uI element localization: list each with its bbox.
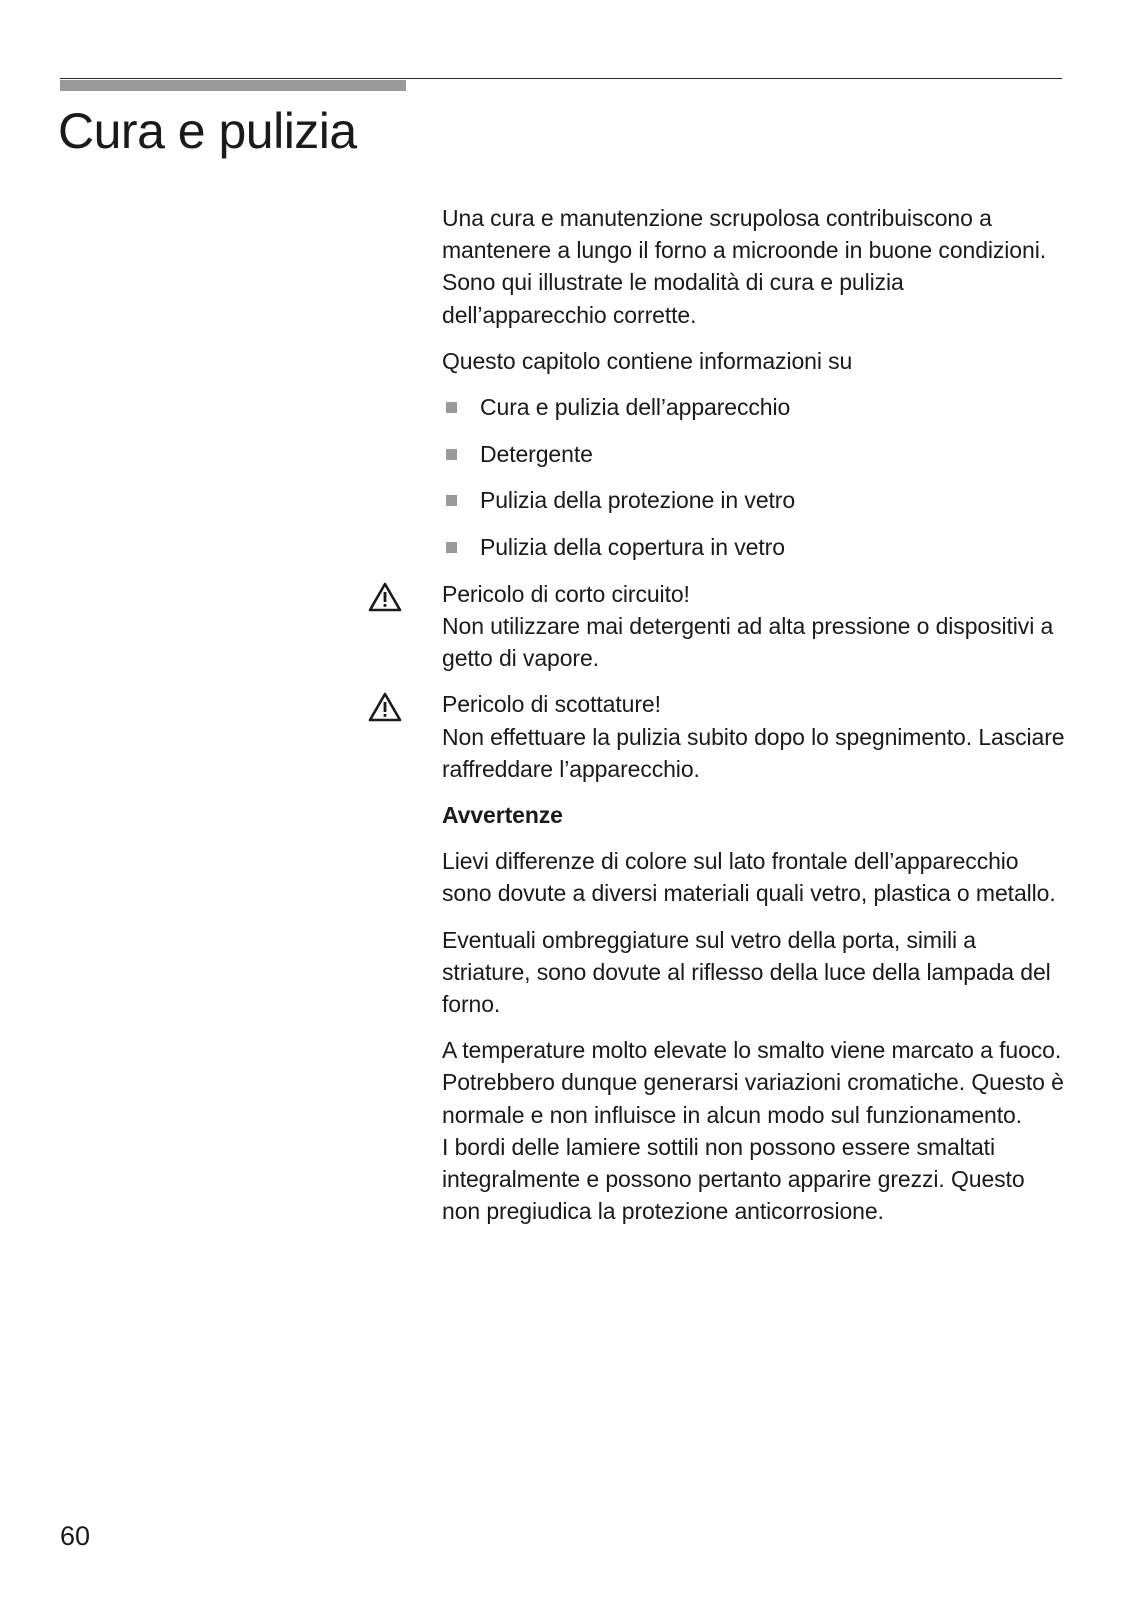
list-item-label: Pulizia della copertura in vetro bbox=[480, 534, 785, 561]
warning-triangle-icon bbox=[368, 692, 402, 722]
square-bullet-icon bbox=[446, 402, 457, 413]
list-item-label: Cura e pulizia dell’apparecchio bbox=[480, 394, 791, 421]
notes-paragraph-part: I bordi delle lamiere sottili non possono essere smaltati integralmente e possono pertanto apparire grezzi. Questo non pregiudica la protezione anticorrosione. bbox=[442, 1133, 1025, 1225]
warning-triangle-icon bbox=[368, 582, 402, 612]
header-rule bbox=[60, 78, 1062, 79]
list-item-label: Pulizia della protezione in vetro bbox=[480, 487, 796, 514]
list-item bbox=[442, 438, 1067, 470]
warning-text: Non utilizzare mai detergenti ad alta pressione o dispositivi a getto di vapore. bbox=[442, 613, 1054, 672]
intro-paragraph: Una cura e manutenzione scrupolosa contribuiscono a mantenere a lungo il forno a microonde in buone condizioni. Sono qui illustrate le modalità di cura e pulizia dell’apparecchio corrette. bbox=[442, 205, 1046, 328]
main-content bbox=[442, 202, 1067, 1227]
notes-paragraph-part: A temperature molto elevate lo smalto viene marcato a fuoco. Potrebbero dunque generarsi variazioni cromatiche. Questo è normale e non influisce in alcun modo sul funzionamento. bbox=[442, 1037, 1064, 1128]
topic-list bbox=[442, 391, 1067, 563]
square-bullet-icon bbox=[446, 495, 457, 506]
notes-paragraph: Eventuali ombreggiature sul vetro della porta, simili a striature, sono dovute al riflesso della luce della lampada del forno. bbox=[442, 926, 1051, 1018]
notes-heading: Avvertenze bbox=[442, 802, 563, 829]
list-item bbox=[442, 484, 1067, 516]
list-item-label: Detergente bbox=[480, 440, 593, 467]
warning-text: Non effettuare la pulizia subito dopo lo spegnimento. Lasciare raffreddare l’apparecchio. bbox=[442, 723, 1065, 782]
square-bullet-icon bbox=[446, 542, 457, 553]
warning-title: Pericolo di corto circuito! bbox=[442, 580, 690, 607]
notes-paragraph: Lievi differenze di colore sul lato frontale dell’apparecchio sono dovute a diversi materiali quali vetro, plastica o metallo. bbox=[442, 848, 1056, 907]
header-bar bbox=[60, 80, 406, 91]
page-number: 60 bbox=[60, 1521, 91, 1551]
square-bullet-icon bbox=[446, 449, 457, 460]
page-title: Cura e pulizia bbox=[58, 103, 357, 159]
list-item bbox=[442, 391, 1067, 423]
chapter-contents-label: Questo capitolo contiene informazioni su bbox=[442, 347, 853, 374]
notes-paragraph bbox=[442, 1034, 1067, 1227]
warning-burns bbox=[442, 688, 1067, 785]
warning-short-circuit bbox=[442, 578, 1067, 675]
list-item bbox=[442, 531, 1067, 563]
warning-title: Pericolo di scottature! bbox=[442, 691, 661, 718]
